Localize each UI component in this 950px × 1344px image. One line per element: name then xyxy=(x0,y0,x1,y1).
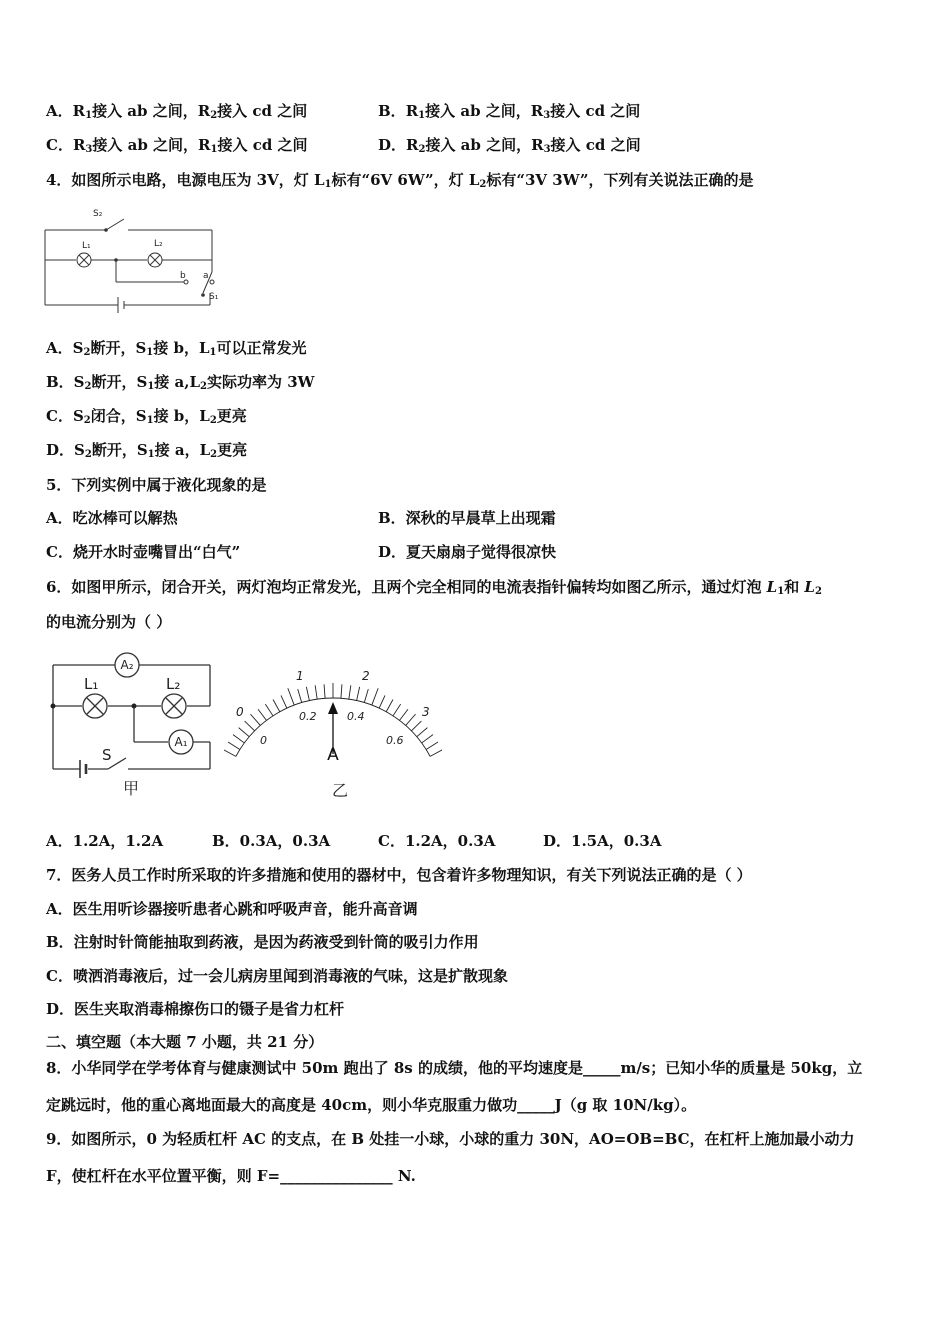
q4-label-a: a xyxy=(203,271,209,281)
dial-tick xyxy=(224,748,236,756)
dial-tick xyxy=(386,699,393,711)
q7-option-c: C．喷洒消毒液后，过一会儿病房里闻到消毒液的气味，这是扩散现象 xyxy=(46,967,508,985)
q4-label-l2: L₂ xyxy=(154,239,163,249)
q6-label-a2: A₂ xyxy=(120,658,134,672)
dial-tick xyxy=(288,688,294,705)
q5-option-c: C．烧开水时壶嘴冒出“白气” xyxy=(46,543,241,561)
q6-stem-line2: 的电流分别为（ ） xyxy=(46,613,172,631)
q3-option-c: C．$R_3$接入 ab 之间，$R_1$接入 cd 之间 xyxy=(46,136,308,155)
dial-bottom-0.6: 0.6 xyxy=(386,734,404,747)
dial-top-1: 1 xyxy=(296,669,304,683)
q6-label-l1: L₁ xyxy=(84,675,99,693)
q4-option-c: C．$S_2$闭合，$S_1$接 b，$L_2$更亮 xyxy=(46,407,247,426)
q7-option-b: B．注射时针筒能抽取到药液，是因为药液受到针筒的吸引力作用 xyxy=(46,933,479,951)
dial-tick xyxy=(228,742,240,749)
q4-option-b: B．$S_2$断开，$S_1$接 $a,L_2$实际功率为 3W xyxy=(46,373,315,392)
q5-option-a: A．吃冰棒可以解热 xyxy=(46,509,178,527)
dial-tick xyxy=(349,685,351,699)
dial-top-2: 2 xyxy=(362,669,370,683)
dial-tick xyxy=(265,704,273,716)
dial-tick xyxy=(364,689,368,702)
dial-tick xyxy=(379,695,385,708)
dial-tick xyxy=(400,709,408,720)
q4-label-b: b xyxy=(180,271,186,281)
dial-tick xyxy=(273,699,280,711)
dial-tick xyxy=(258,709,266,720)
dial-tick xyxy=(245,721,255,731)
dial-tick xyxy=(357,687,360,701)
dial-top-0: 0 xyxy=(236,705,244,719)
q5-stem: 5．下列实例中属于液化现象的是 xyxy=(46,476,267,494)
dial-bottom-0.2: 0.2 xyxy=(299,710,317,723)
dial-tick xyxy=(422,735,433,743)
dial-tick xyxy=(393,704,401,716)
q8-line1: 8．小华同学在学考体育与健康测试中 50m 跑出了 8s 的成绩，他的平均速度是_____m/s；已知小华的质量是 50kg，立 xyxy=(46,1059,863,1077)
q6-label-l2: L₂ xyxy=(166,675,181,693)
q6-option-a: A．1.2A，1.2A xyxy=(46,832,164,850)
q3-option-d: D．$R_2$接入 ab 之间，$R_3$接入 cd 之间 xyxy=(378,136,641,155)
dial-tick xyxy=(372,688,378,705)
dial-tick xyxy=(406,714,416,725)
dial-bottom-0: 0 xyxy=(260,734,267,747)
dial-tick xyxy=(411,721,421,731)
q8-line2: 定跳远时，他的重心离地面最大的高度是 40cm，则小华克服重力做功_____J（g 取 10N/kg）。 xyxy=(46,1096,697,1114)
q4-option-a: A．$S_2$断开，$S_1$接 b，$L_1$可以正常发光 xyxy=(46,339,307,358)
q6-option-d: D．1.5A，0.3A xyxy=(543,832,662,850)
q3-option-a: A．$R_1$接入 ab 之间，$R_2$接入 cd 之间 xyxy=(46,102,308,121)
q6-label-s: S xyxy=(102,746,112,764)
dial-tick xyxy=(315,685,317,699)
section-2-heading: 二、填空题（本大题 7 小题，共 21 分） xyxy=(46,1033,324,1051)
q4-label-l1: L₁ xyxy=(82,241,91,251)
q6-circuit-jia xyxy=(44,648,219,798)
q6-option-b: B．0.3A，0.3A xyxy=(212,832,331,850)
dial-tick xyxy=(341,684,342,698)
dial-tick xyxy=(239,728,250,737)
q7-stem: 7．医务人员工作时所采取的许多措施和使用的器材中，包含着许多物理知识，有关下列说法正确的是（ ） xyxy=(46,866,752,884)
dial-tick xyxy=(324,684,325,698)
q9-line2: F，使杠杆在水平位置平衡，则 F=_______________ N. xyxy=(46,1167,416,1185)
dial-tick xyxy=(250,714,260,725)
q7-option-d: D．医生夹取消毒棉擦伤口的镊子是省力杠杆 xyxy=(46,1000,345,1018)
q5-option-d: D．夏天扇扇子觉得很凉快 xyxy=(378,543,557,561)
dial-tick xyxy=(426,742,438,749)
dial-top-3: 3 xyxy=(422,705,430,719)
q6-option-c: C．1.2A，0.3A xyxy=(378,832,496,850)
q9-line1: 9．如图所示，0 为轻质杠杆 AC 的支点，在 B 处挂一小球，小球的重力 30N，AO=OB=BC，在杠杆上施加最小动力 xyxy=(46,1130,855,1148)
q3-option-b: B．$R_1$接入 ab 之间，$R_3$接入 cd 之间 xyxy=(378,102,641,121)
dial-tick xyxy=(417,728,428,737)
dial-tick xyxy=(306,687,309,701)
q6-caption-yi: 乙 xyxy=(331,781,349,800)
q5-option-b: B．深秋的早晨草上出现霜 xyxy=(378,509,556,527)
dial-tick xyxy=(233,735,244,743)
q4-stem: 4．如图所示电路，电源电压为 3V，灯 $L_1$标有“6V 6W”，灯 $L_2$标有“3V 3W”，下列有关说法正确的是 xyxy=(46,171,754,190)
dial-tick xyxy=(430,748,442,756)
q6-ammeter-yi xyxy=(224,658,442,803)
q4-circuit-figure xyxy=(40,205,230,325)
dial-bottom-0.4: 0.4 xyxy=(347,710,365,723)
q6-label-a1: A₁ xyxy=(174,735,188,749)
dial-unit: A xyxy=(327,745,339,765)
q6-stem-line1: 6．如图甲所示，闭合开关，两灯泡均正常发光，且两个完全相同的电流表指针偏转均如图乙所示，通过灯泡 $L_1$和 $L_2$ xyxy=(46,578,822,597)
q4-option-d: D．$S_2$断开，$S_1$接 a，$L_2$更亮 xyxy=(46,441,248,460)
q6-caption-jia: 甲 xyxy=(122,779,140,798)
q7-option-a: A．医生用听诊器接听患者心跳和呼吸声音，能升高音调 xyxy=(46,900,418,918)
q4-label-s1: S₁ xyxy=(209,292,219,302)
dial-tick xyxy=(298,689,302,702)
dial-tick xyxy=(281,695,287,708)
q4-label-s2: S₂ xyxy=(93,209,103,219)
dial-pointer-head xyxy=(328,702,338,714)
